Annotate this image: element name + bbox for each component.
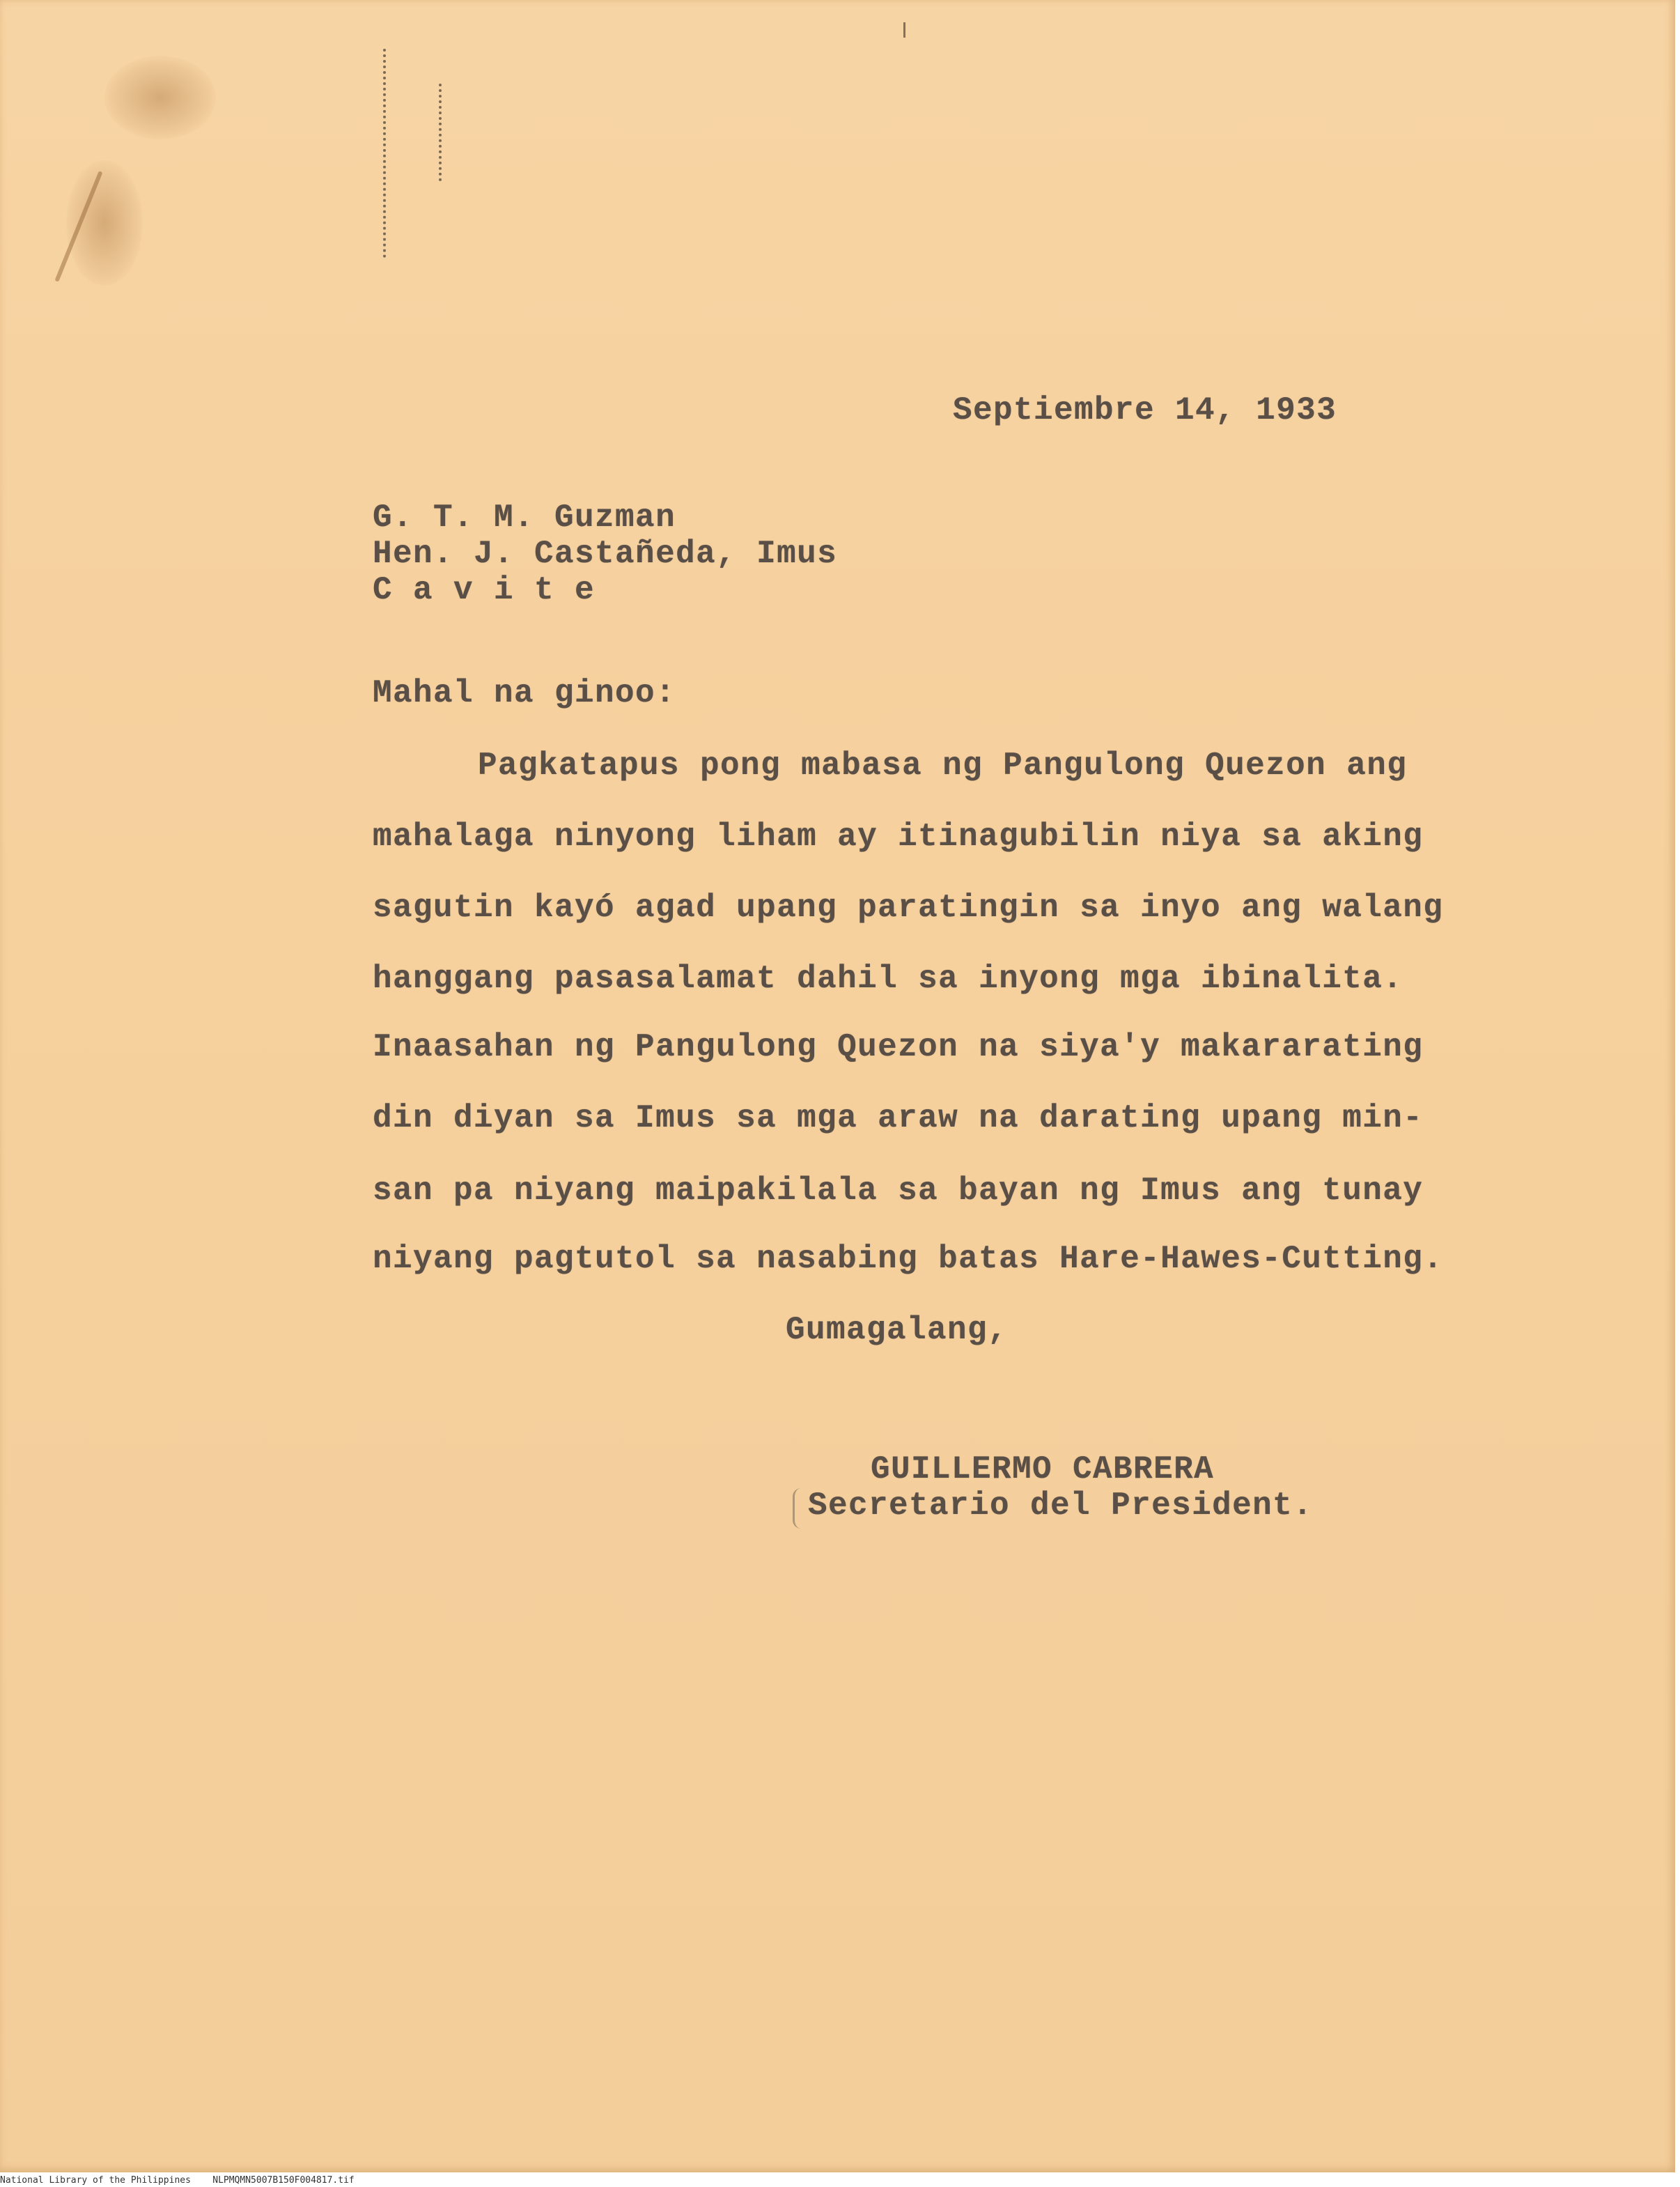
signature-title: Secretario del President. — [808, 1487, 1314, 1524]
signature-bracket — [793, 1488, 802, 1529]
addressee-street: Hen. J. Castañeda, Imus — [373, 536, 838, 572]
addressee-name: G. T. M. Guzman — [373, 500, 676, 536]
body-line: Inaasahan ng Pangulong Quezon na siya'y makararating — [373, 1029, 1424, 1065]
signature-name: GUILLERMO CABRERA — [871, 1451, 1215, 1487]
body-line: din diyan sa Imus sa mga araw na darating upang min- — [373, 1100, 1424, 1136]
footer-file-id: NLPMQMN5007B150F004817.tif — [212, 2175, 355, 2186]
punch-marks-right — [439, 84, 444, 181]
letter-date: Septiembre 14, 1933 — [953, 392, 1337, 428]
body-line: mahalaga ninyong liham ay itinagubilin niya sa aking — [373, 819, 1424, 855]
scan-footer — [0, 2175, 355, 2186]
body-line: sagutin kayó agad upang paratingin sa inyo ang walang — [373, 890, 1444, 926]
salutation: Mahal na ginoo: — [373, 675, 676, 711]
body-line: niyang pagtutol sa nasabing batas Hare-Hawes-Cutting. — [373, 1241, 1444, 1277]
footer-library: National Library of the Philippines — [0, 2175, 191, 2186]
closing: Gumagalang, — [786, 1312, 1009, 1348]
body-line: hanggang pasasalamat dahil sa inyong mga ibinalita. — [373, 961, 1403, 997]
body-line: Pagkatapus pong mabasa ng Pangulong Quezon ang — [478, 748, 1408, 784]
tick-mark — [903, 22, 905, 38]
punch-marks-left — [383, 49, 389, 258]
body-line: san pa niyang maipakilala sa bayan ng Imus ang tunay — [373, 1173, 1424, 1209]
stain-top-left — [104, 56, 216, 139]
addressee-province: C a v i t e — [373, 572, 596, 608]
